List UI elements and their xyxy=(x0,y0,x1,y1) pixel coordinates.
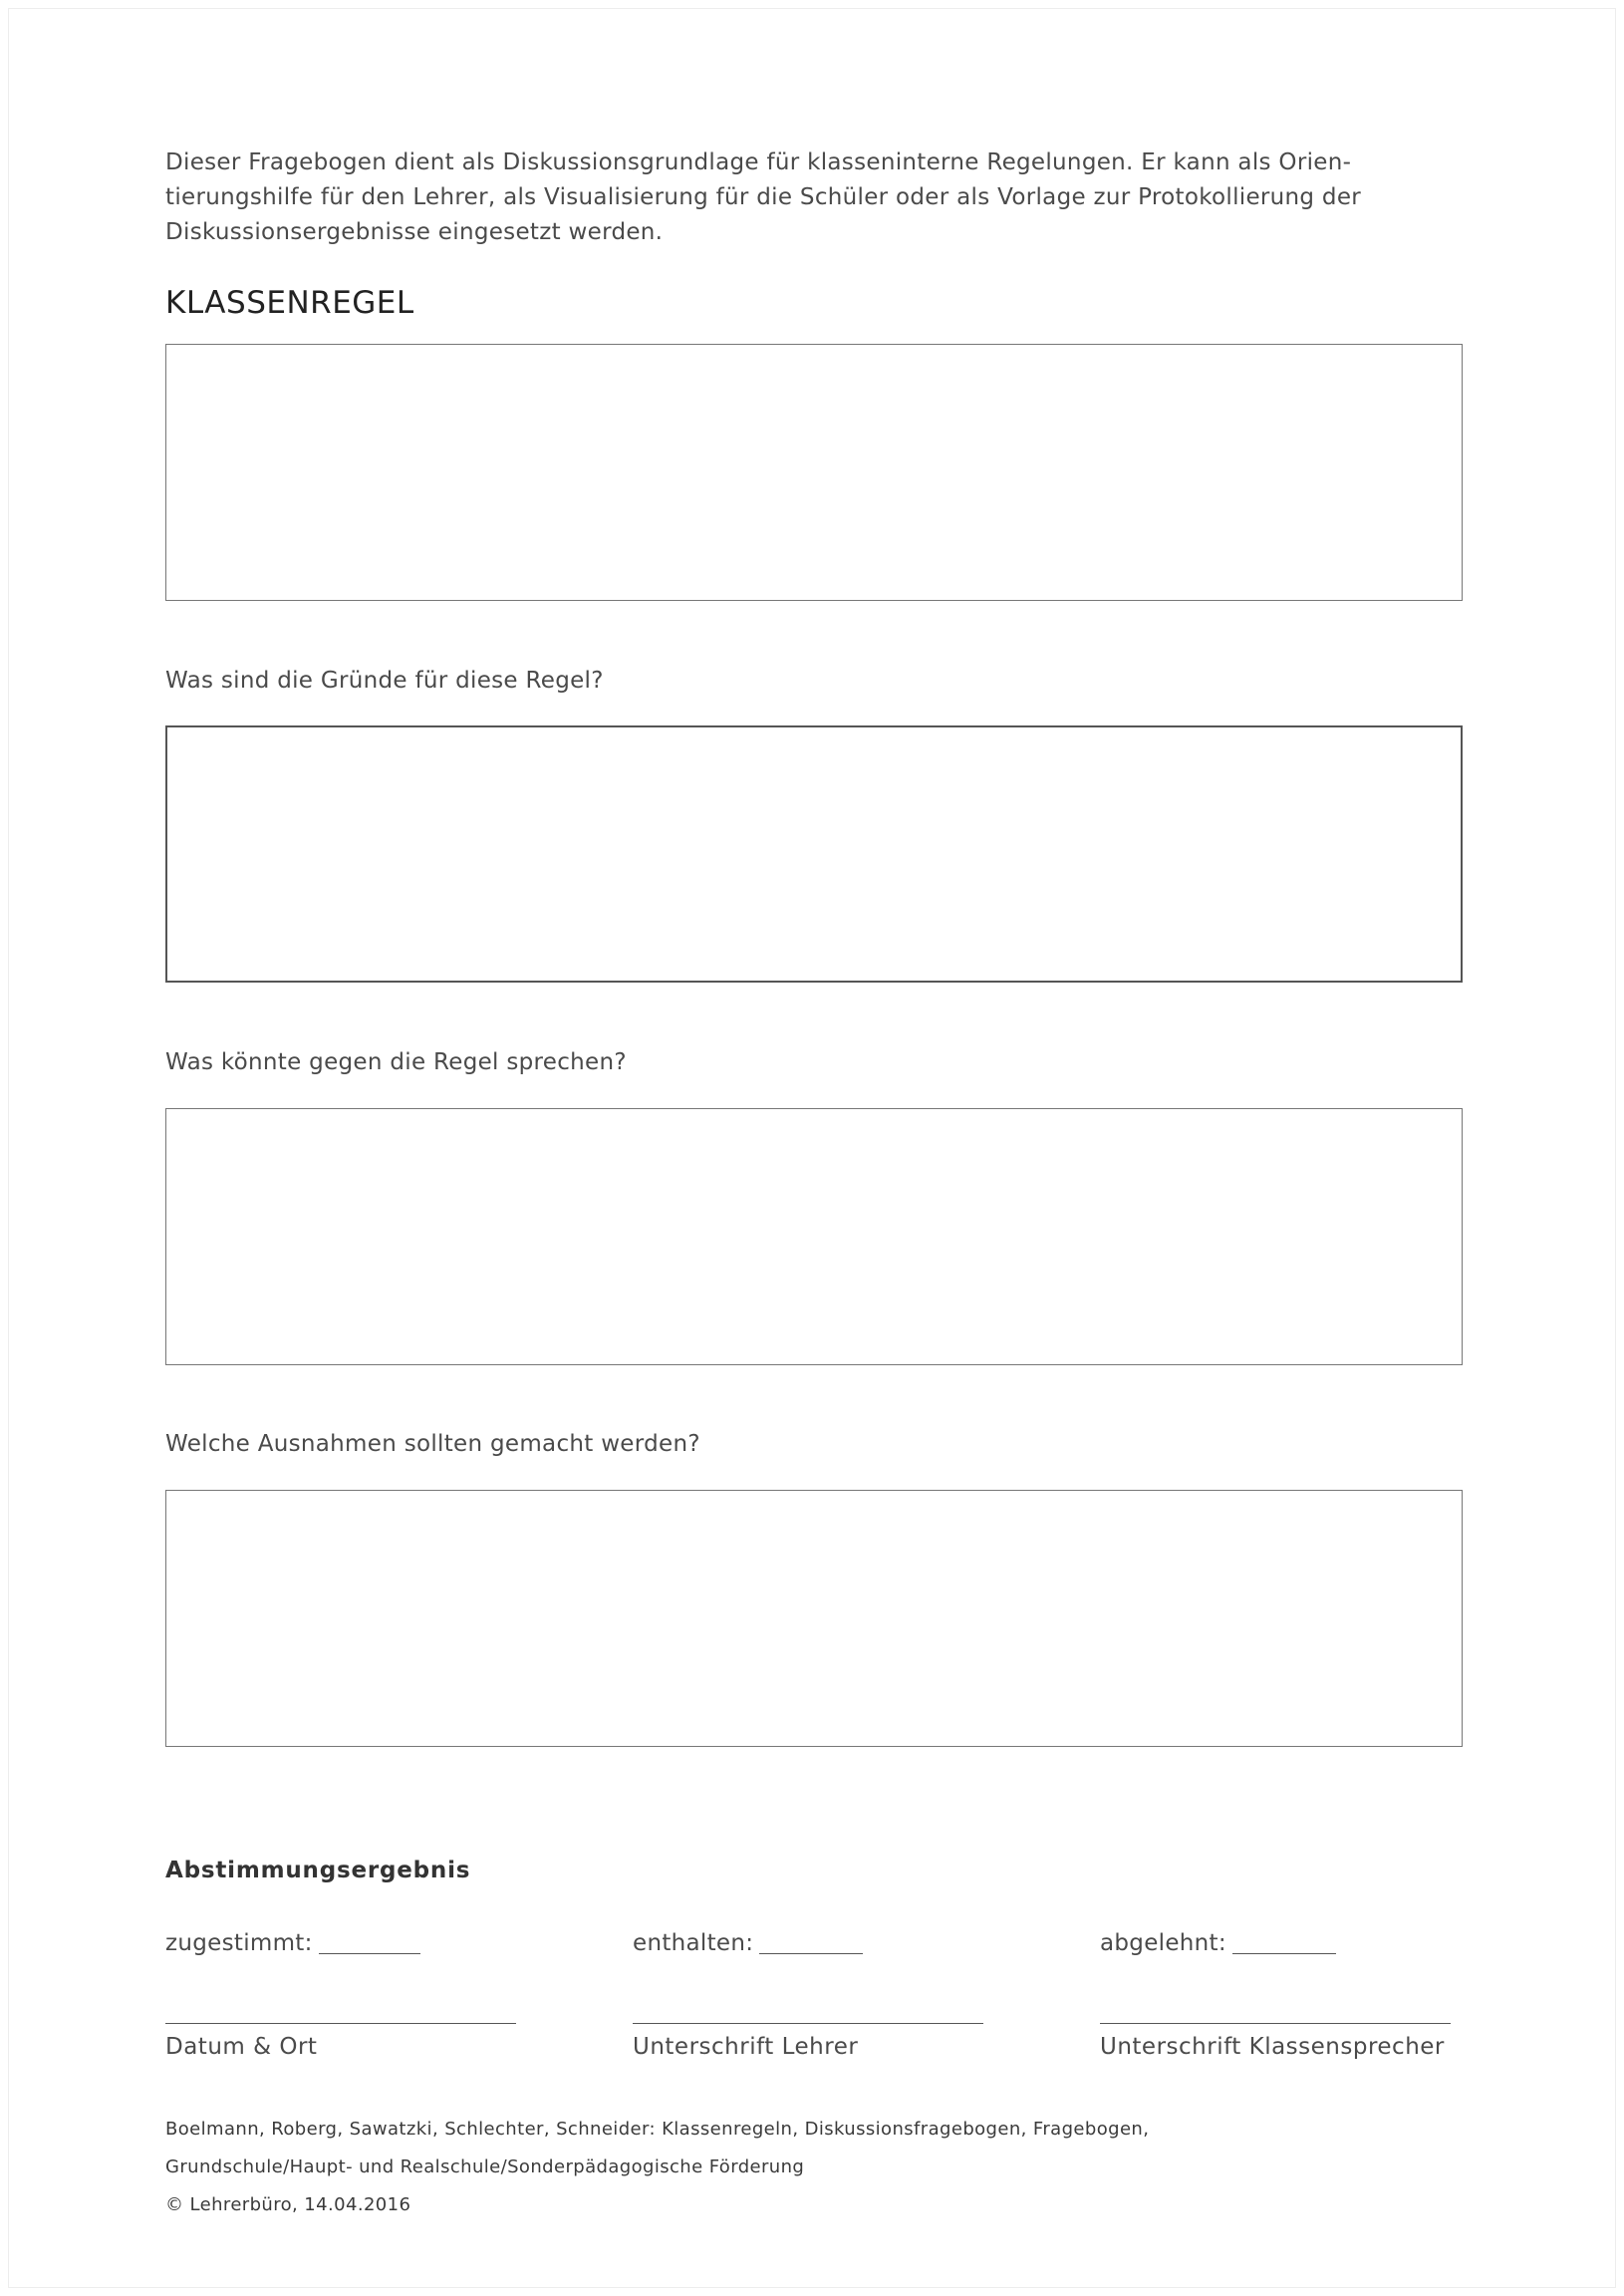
intro-paragraph: Dieser Fragebogen dient als Diskussionsgrundlage für klasseninterne Regelungen. Er kann als Orien-tierungshilfe für den Lehrer, als Visualisierung für die Schüler oder als Vorlage zur Protokollierung der Diskussionsergebnisse eingesetzt werden. xyxy=(165,149,1362,245)
teacher-signature-label: Unterschrift Lehrer xyxy=(633,2034,859,2060)
class-rep-signature-line[interactable] xyxy=(1100,2023,1451,2024)
page-title: KLASSENREGEL xyxy=(165,285,414,321)
against-input-box[interactable] xyxy=(165,1108,1463,1365)
vote-approved-label: zugestimmt: xyxy=(165,1930,313,1956)
rule-input-box[interactable] xyxy=(165,344,1463,601)
vote-rejected-blank[interactable] xyxy=(1232,1952,1336,1954)
vote-approved-blank[interactable] xyxy=(319,1952,420,1954)
question-label-reasons: Was sind die Gründe für diese Regel? xyxy=(165,668,604,694)
vote-heading: Abstimmungsergebnis xyxy=(165,1858,471,1883)
vote-abstained-label: enthalten: xyxy=(633,1930,754,1956)
footer-line-schools: Grundschule/Haupt- und Realschule/Sonderpädagogische Förderung xyxy=(165,2156,805,2177)
footer xyxy=(165,2111,1149,2224)
teacher-signature-line[interactable] xyxy=(633,2023,983,2024)
question-label-exceptions: Welche Ausnahmen sollten gemacht werden? xyxy=(165,1431,700,1457)
vote-rejected xyxy=(1100,1930,1336,1956)
class-rep-signature-label: Unterschrift Klassensprecher xyxy=(1100,2034,1445,2060)
vote-abstained-blank[interactable] xyxy=(759,1952,863,1954)
reasons-input-box[interactable] xyxy=(165,725,1463,983)
vote-abstained xyxy=(633,1930,863,1956)
date-place-label: Datum & Ort xyxy=(165,2034,318,2060)
vote-rejected-label: abgelehnt: xyxy=(1100,1930,1226,1956)
vote-approved xyxy=(165,1930,420,1956)
question-label-against: Was könnte gegen die Regel sprechen? xyxy=(165,1049,627,1075)
date-place-line[interactable] xyxy=(165,2023,516,2024)
footer-line-authors: Boelmann, Roberg, Sawatzki, Schlechter, Schneider: Klassenregeln, Diskussionsfragebogen, Fragebogen, xyxy=(165,2119,1150,2140)
exceptions-input-box[interactable] xyxy=(165,1490,1463,1747)
footer-line-copyright: © Lehrerbüro, 14.04.2016 xyxy=(165,2194,411,2215)
